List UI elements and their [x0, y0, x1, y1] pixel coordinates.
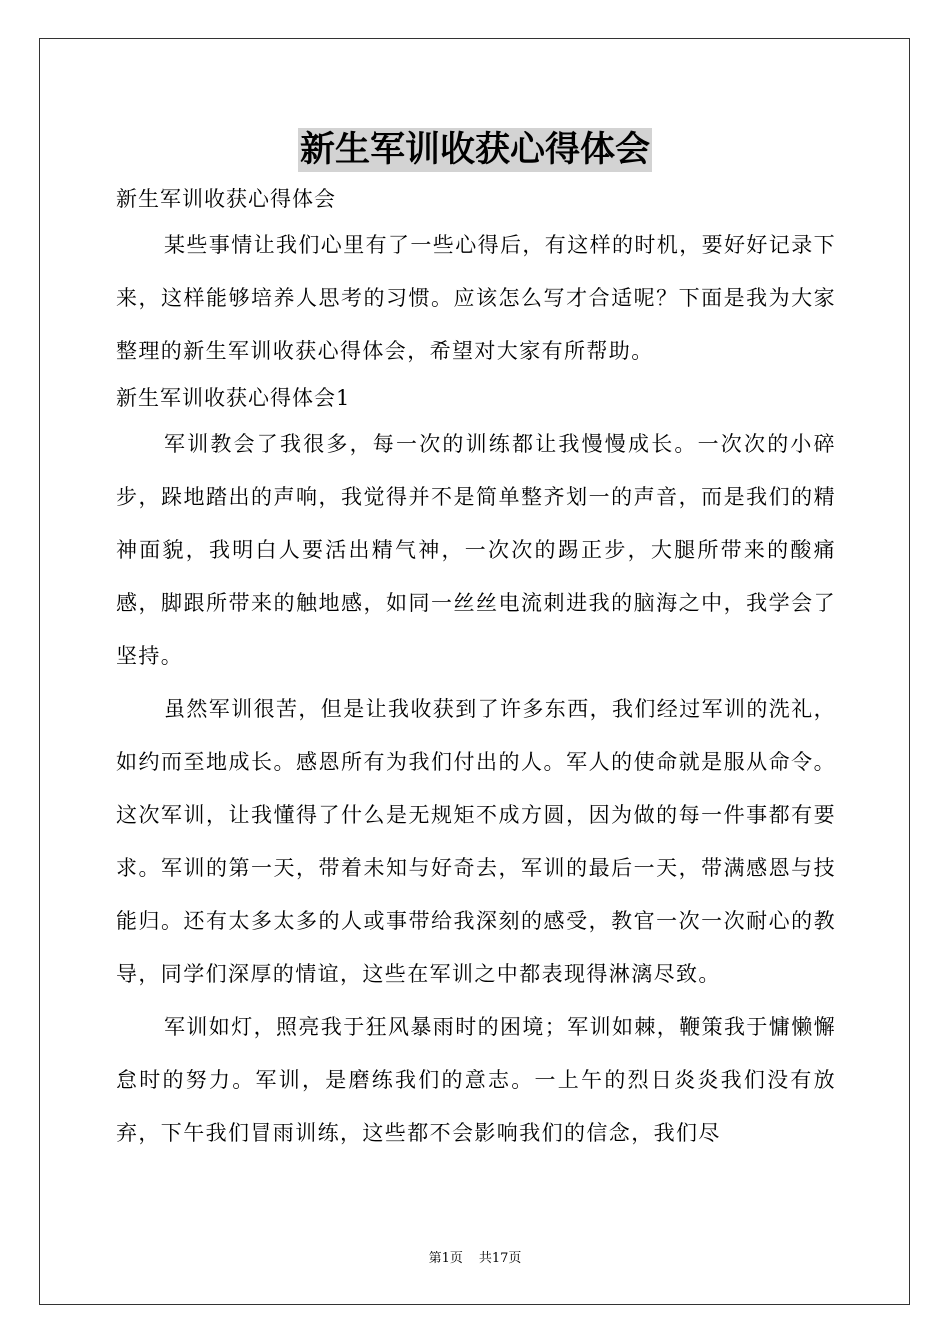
body-paragraph: 军训教会了我很多，每一次的训练都让我慢慢成长。一次次的小碎步，跺地踏出的声响，我觉得并不是简单整齐划一的声音，而是我们的精神面貌，我明白人要活出精气神，一次次的踢正步，大腿所带来的酸痛感，脚跟所带来的触地感，如同一丝丝电流刺进我的脑海之中，我学会了坚持。 — [116, 432, 836, 668]
document-body — [116, 179, 836, 1160]
document-title — [0, 126, 950, 174]
body-paragraph: 军训如灯，照亮我于狂风暴雨时的困境；军训如棘，鞭策我于慵懒懈怠时的努力。军训，是磨练我们的意志。一上午的烈日炎炎我们没有放弃，下午我们冒雨训练，这些都不会影响我们的信念，我们尽 — [116, 1015, 836, 1145]
intro-paragraph: 某些事情让我们心里有了一些心得后，有这样的时机，要好好记录下来，这样能够培养人思考的习惯。应该怎么写才合适呢？下面是我为大家整理的新生军训收获心得体会，希望对大家有所帮助。 — [116, 233, 836, 363]
section-title: 新生军训收获心得体会1 — [116, 386, 351, 410]
page-footer — [0, 1247, 950, 1266]
document-title-text: 新生军训收获心得体会 — [299, 129, 650, 170]
body-paragraph: 虽然军训很苦，但是让我收获到了许多东西，我们经过军训的洗礼，如约而至地成长。感恩所有为我们付出的人。军人的使命就是服从命令。这次军训，让我懂得了什么是无规矩不成方圆，因为做的每一件事都有要求。军训的第一天，带着未知与好奇去，军训的最后一天，带满感恩与技能归。还有太多太多的人或事带给我深刻的感受，教官一次一次耐心的教导，同学们深厚的情谊，这些在军训之中都表现得淋漓尽致。 — [116, 697, 836, 986]
total-pages: 共17页 — [478, 1251, 522, 1266]
page-number: 第1页 — [428, 1251, 463, 1266]
document-subtitle: 新生军训收获心得体会 — [116, 187, 336, 211]
